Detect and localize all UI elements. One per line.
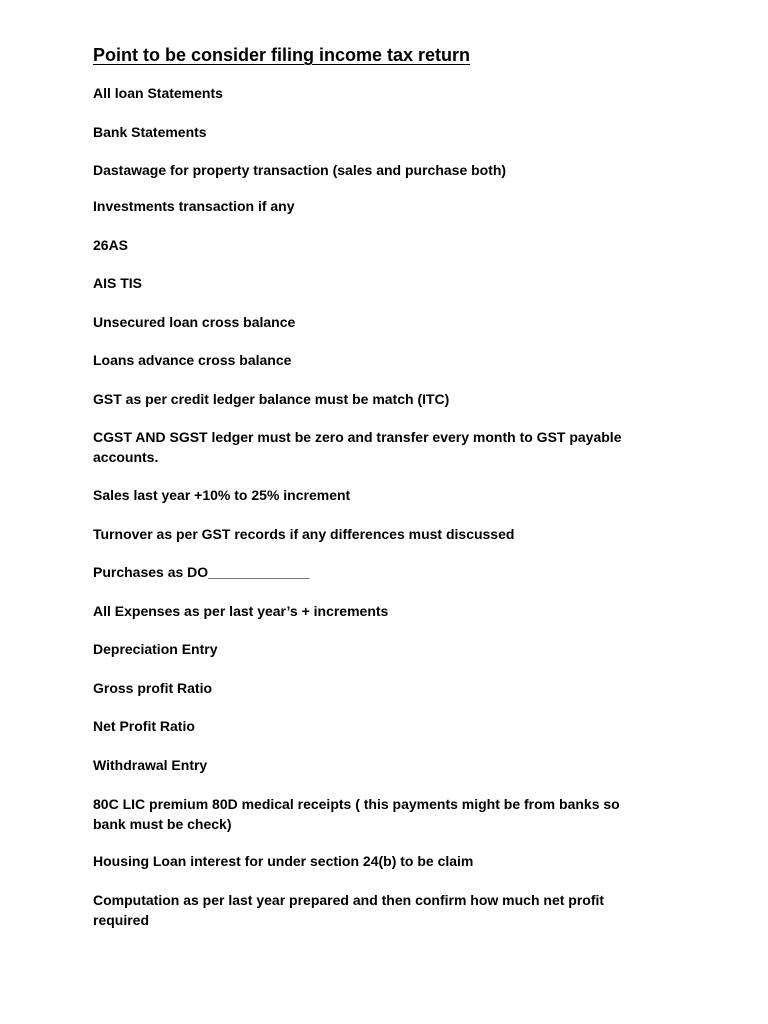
list-item: Withdrawal Entry [93, 757, 208, 773]
list-item: GST as per credit ledger balance must be match (ITC) [93, 391, 450, 407]
list-item: AIS TIS [93, 275, 143, 291]
list-item: Bank Statements [93, 124, 207, 140]
list-item: All loan Statements [93, 85, 223, 101]
list-item: Housing Loan interest for under section 24(b) to be claim [93, 853, 474, 869]
list-item: Unsecured loan cross balance [93, 314, 296, 330]
list-item: Depreciation Entry [93, 641, 218, 657]
document-title: Point to be consider filing income tax return [93, 45, 471, 65]
list-item: Sales last year +10% to 25% increment [93, 487, 351, 503]
list-item: Purchases as DO_____________ [93, 564, 310, 580]
list-item: Net Profit Ratio [93, 718, 195, 734]
list-item: All Expenses as per last year’s + increments [93, 603, 389, 619]
list-item: Computation as per last year prepared and then confirm how much net profit required [93, 892, 605, 928]
list-item: Dastawage for property transaction (sales and purchase both) [93, 162, 507, 178]
list-item: Turnover as per GST records if any differences must discussed [93, 526, 515, 542]
list-item: 80C LIC premium 80D medical receipts ( this payments might be from banks so bank must be check) [93, 796, 620, 832]
list-item: 26AS [93, 237, 129, 253]
list-item: Loans advance cross balance [93, 352, 292, 368]
list-item: Investments transaction if any [93, 198, 295, 214]
list-item: CGST AND SGST ledger must be zero and transfer every month to GST payable accounts. [93, 429, 622, 465]
list-item: Gross profit Ratio [93, 680, 213, 696]
